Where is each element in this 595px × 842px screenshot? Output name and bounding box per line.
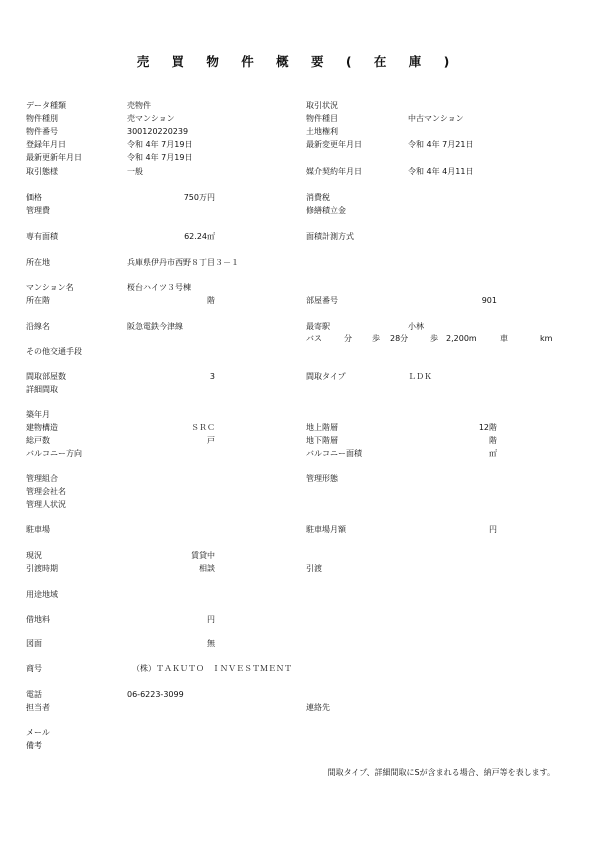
handover-label: 引渡 xyxy=(306,564,322,573)
exclusive-area-label: 専有面積 xyxy=(26,232,58,241)
consumption-tax-label: 消費税 xyxy=(306,193,330,202)
access-car: 車 xyxy=(500,334,508,343)
total-units-value: 戸 xyxy=(207,436,215,445)
transaction-form-value: 一般 xyxy=(127,167,143,176)
rooms-value: 3 xyxy=(209,372,215,381)
above-floors-value: 12階 xyxy=(478,423,497,432)
data-type-label: データ種類 xyxy=(26,101,66,110)
location-label: 所在地 xyxy=(26,258,50,267)
current-status-label: 現況 xyxy=(26,551,42,560)
access-bus: バス xyxy=(306,334,322,343)
line-value: 阪急電鉄今津線 xyxy=(127,322,183,331)
access-walk1: 歩 xyxy=(372,334,380,343)
balcony-area-value: ㎡ xyxy=(489,449,497,458)
below-floors-value: 階 xyxy=(489,436,497,445)
mediation-date-label: 媒介契約年月日 xyxy=(306,167,362,176)
handover-time-value: 相談 xyxy=(199,564,215,573)
phone-label: 電話 xyxy=(26,690,42,699)
total-units-label: 総戸数 xyxy=(26,436,50,445)
footnote: 間取タイプ、詳細間取にSが含まれる場合、納戸等を表します。 xyxy=(327,768,555,777)
floor-plan-value: 無 xyxy=(207,639,215,648)
property-type-value: 売マンション xyxy=(127,114,175,123)
land-rent-label: 借地料 xyxy=(26,615,50,624)
layout-type-label: 間取タイプ xyxy=(306,372,346,381)
room-no-value: 901 xyxy=(481,296,497,305)
above-floors-label: 地上階層 xyxy=(306,423,338,432)
access-min1: 分 xyxy=(344,334,352,343)
mansion-name-value: 桜台ハイツ３号棟 xyxy=(127,283,191,292)
zoning-label: 用途地域 xyxy=(26,590,58,599)
layout-type-value: ＬＤＫ xyxy=(408,372,432,381)
property-type-label: 物件種別 xyxy=(26,114,58,123)
room-no-label: 部屋番号 xyxy=(306,296,338,305)
mediation-date-value: 令和 4年 4月11日 xyxy=(408,167,474,176)
property-no-label: 物件番号 xyxy=(26,127,58,136)
balcony-area-label: バルコニー面積 xyxy=(306,449,362,458)
property-no-value: 300120220239 xyxy=(127,127,189,136)
transaction-form-label: 取引態様 xyxy=(26,167,58,176)
trade-status-label: 取引状況 xyxy=(306,101,338,110)
management-fee-label: 管理費 xyxy=(26,206,50,215)
phone-value: 06-6223-3099 xyxy=(127,690,184,699)
registered-date-value: 令和 4年 7月19日 xyxy=(127,140,193,149)
remarks-label: 備考 xyxy=(26,741,42,750)
layout-detail-label: 詳細間取 xyxy=(26,385,58,394)
built-label: 築年月 xyxy=(26,410,50,419)
floor-plan-label: 図面 xyxy=(26,639,42,648)
rooms-label: 間取部屋数 xyxy=(26,372,66,381)
contact-label: 連絡先 xyxy=(306,703,330,712)
access-km: km xyxy=(540,334,553,343)
parking-fee-label: 駐車場月額 xyxy=(306,525,346,534)
balcony-direction-label: バルコニー方向 xyxy=(26,449,82,458)
price-value: 750万円 xyxy=(183,193,215,202)
other-transport-label: その他交通手段 xyxy=(26,347,82,356)
email-label: メール xyxy=(26,728,50,737)
structure-label: 建物構造 xyxy=(26,423,58,432)
structure-value: ＳＲＣ xyxy=(191,423,215,432)
last-updated-label: 最新更新年月日 xyxy=(26,153,82,162)
exclusive-area-value: 62.24㎡ xyxy=(184,232,215,241)
registered-date-label: 登録年月日 xyxy=(26,140,66,149)
last-updated-value: 令和 4年 7月19日 xyxy=(127,153,193,162)
land-rent-value: 円 xyxy=(207,615,215,624)
mgmt-person-label: 管理人状況 xyxy=(26,500,66,509)
mgmt-company-label: 管理会社名 xyxy=(26,487,66,496)
access-distance: 2,200m xyxy=(446,334,477,343)
location-value: 兵庫県伊丹市西野８丁目３－１ xyxy=(127,258,239,267)
trade-name-label: 商号 xyxy=(26,664,42,673)
repair-reserve-label: 修繕積立金 xyxy=(306,206,346,215)
property-item-label: 物件種目 xyxy=(306,114,338,123)
parking-label: 駐車場 xyxy=(26,525,50,534)
page-title: 売 買 物 件 概 要 ( 在 庫 ) xyxy=(136,54,459,69)
last-changed-label: 最新変更年月日 xyxy=(306,140,362,149)
station-label: 最寄駅 xyxy=(306,322,330,331)
mgmt-form-label: 管理形態 xyxy=(306,474,338,483)
data-type-value: 売物件 xyxy=(127,101,151,110)
land-rights-label: 土地権利 xyxy=(306,127,338,136)
last-changed-value: 令和 4年 7月21日 xyxy=(408,140,474,149)
property-item-value: 中古マンション xyxy=(408,114,464,123)
price-label: 価格 xyxy=(26,193,42,202)
area-method-label: 面積計測方式 xyxy=(306,232,354,241)
access-min2: 28分 xyxy=(390,334,409,343)
mgmt-assoc-label: 管理組合 xyxy=(26,474,58,483)
handover-time-label: 引渡時期 xyxy=(26,564,58,573)
below-floors-label: 地下階層 xyxy=(306,436,338,445)
parking-fee-value: 円 xyxy=(489,525,497,534)
floor-label: 所在階 xyxy=(26,296,50,305)
access-walk2: 歩 xyxy=(430,334,438,343)
line-label: 沿線名 xyxy=(26,322,50,331)
mansion-name-label: マンション名 xyxy=(26,283,74,292)
staff-label: 担当者 xyxy=(26,703,50,712)
floor-value: 階 xyxy=(207,296,215,305)
station-value: 小林 xyxy=(408,322,424,331)
current-status-value: 賃貸中 xyxy=(191,551,215,560)
trade-name-value: （株）ＴＡＫＵＴＯ ＩＮＶＥＳＴＭＥＮＴ xyxy=(132,664,292,673)
